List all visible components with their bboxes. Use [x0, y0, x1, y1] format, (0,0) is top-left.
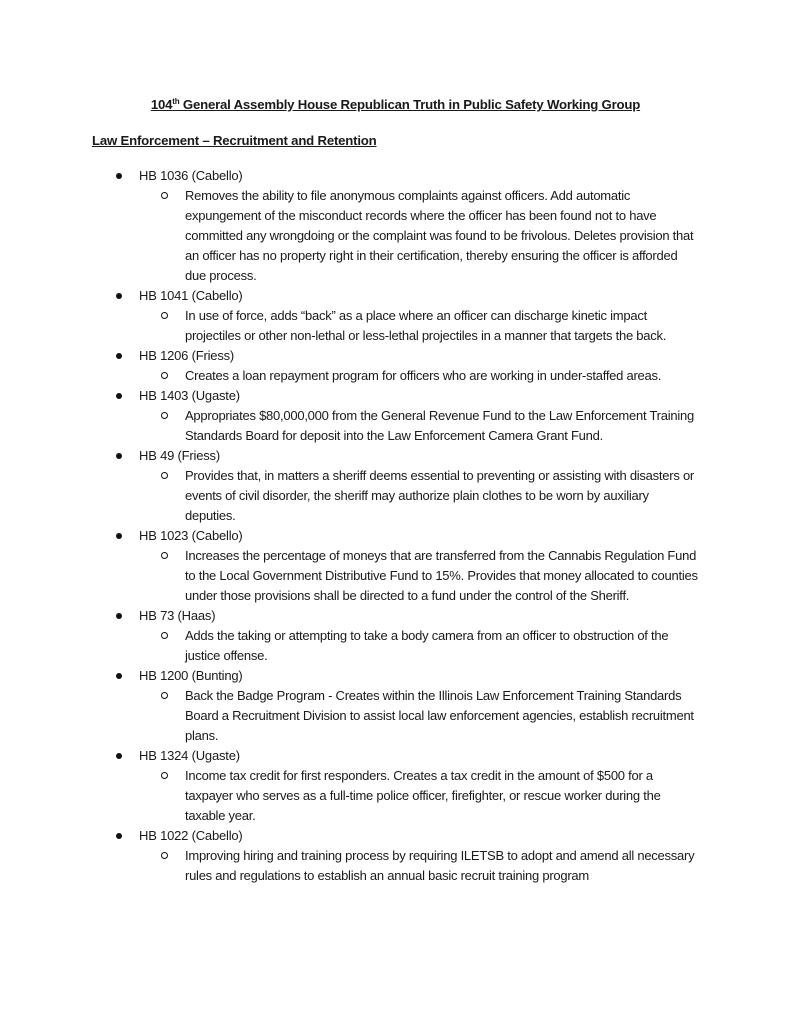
bill-description: In use of force, adds “back” as a place where an officer can discharge kinetic impact projectiles or other non-lethal or less-lethal projectiles in a manner that targets the back. [185, 308, 667, 343]
bill-label: HB 1200 (Bunting) [139, 668, 243, 683]
bill-label: HB 1022 (Cabello) [139, 828, 243, 843]
bullet-icon [116, 833, 122, 839]
bill-list [0, 166, 791, 886]
bullet-icon [116, 453, 122, 459]
bill-label: HB 73 (Haas) [139, 608, 216, 623]
sub-bullet-icon [161, 552, 168, 559]
bill-label: HB 1324 (Ugaste) [139, 748, 240, 763]
bullet-icon [116, 293, 122, 299]
sub-bullet-icon [161, 772, 168, 779]
sub-bullet-icon [161, 412, 168, 419]
document-title [0, 97, 791, 112]
bill-item [0, 826, 791, 886]
bill-label: HB 1403 (Ugaste) [139, 388, 240, 403]
sub-bullet-icon [161, 692, 168, 699]
bullet-icon [116, 393, 122, 399]
bill-description: Appropriates $80,000,000 from the General Revenue Fund to the Law Enforcement Training Standards Board for deposit into the Law Enforcement Camera Grant Fund. [185, 408, 694, 443]
bill-description: Back the Badge Program - Creates within the Illinois Law Enforcement Training Standards Board a Recruitment Division to assist local law enforcement agencies, establish recruitment plans. [185, 688, 694, 743]
sub-bullet-icon [161, 372, 168, 379]
title-text: General Assembly House Republican Truth in Public Safety Working Group [179, 97, 641, 112]
bullet-icon [116, 753, 122, 759]
bullet-icon [116, 353, 122, 359]
bill-description: Provides that, in matters a sheriff deems essential to preventing or assisting with disasters or events of civil disorder, the sheriff may authorize plain clothes to be worn by auxiliary deputies. [185, 468, 695, 523]
bill-item [0, 346, 791, 386]
bill-item [0, 746, 791, 826]
bullet-icon [116, 673, 122, 679]
title-number: 104 [150, 97, 173, 112]
bill-description: Improving hiring and training process by requiring ILETSB to adopt and amend all necessary rules and regulations to establish an annual basic recruit training program [185, 848, 695, 883]
bill-item [0, 286, 791, 346]
sub-bullet-icon [161, 192, 168, 199]
bullet-icon [116, 173, 122, 179]
title-superscript: th [172, 97, 180, 106]
sub-bullet-icon [161, 852, 168, 859]
bill-label: HB 1036 (Cabello) [139, 168, 243, 183]
bill-label: HB 1206 (Friess) [139, 348, 235, 363]
bullet-icon [116, 613, 122, 619]
bill-item [0, 166, 791, 286]
bill-item [0, 446, 791, 526]
bill-label: HB 1023 (Cabello) [139, 528, 243, 543]
bill-description: Removes the ability to file anonymous complaints against officers. Add automatic expungement of the misconduct records where the officer has been found not to have committed any wrongdoing or the complaint was found to be frivolous. Deletes provision that an officer has no property right in their certification, thereby ensuring the officer is afforded due process. [185, 188, 694, 283]
sub-bullet-icon [161, 632, 168, 639]
bill-item [0, 526, 791, 606]
bill-item [0, 386, 791, 446]
bill-description: Income tax credit for first responders. Creates a tax credit in the amount of $500 for a taxpayer who serves as a full-time police officer, firefighter, or rescue worker during the taxable year. [185, 768, 661, 823]
bill-description: Increases the percentage of moneys that are transferred from the Cannabis Regulation Fund to the Local Government Distributive Fund to 15%. Provides that money allocated to counties under those provisions shall be directed to a fund under the control of the Sheriff. [185, 548, 698, 603]
bill-description: Adds the taking or attempting to take a body camera from an officer to obstruction of the justice offense. [185, 628, 669, 663]
bill-label: HB 49 (Friess) [139, 448, 220, 463]
bill-item [0, 606, 791, 666]
sub-bullet-icon [161, 472, 168, 479]
bill-description: Creates a loan repayment program for officers who are working in under-staffed areas. [185, 368, 662, 383]
section-heading: Law Enforcement – Recruitment and Retention [92, 133, 377, 148]
bill-item [0, 666, 791, 746]
bill-label: HB 1041 (Cabello) [139, 288, 243, 303]
sub-bullet-icon [161, 312, 168, 319]
bullet-icon [116, 533, 122, 539]
